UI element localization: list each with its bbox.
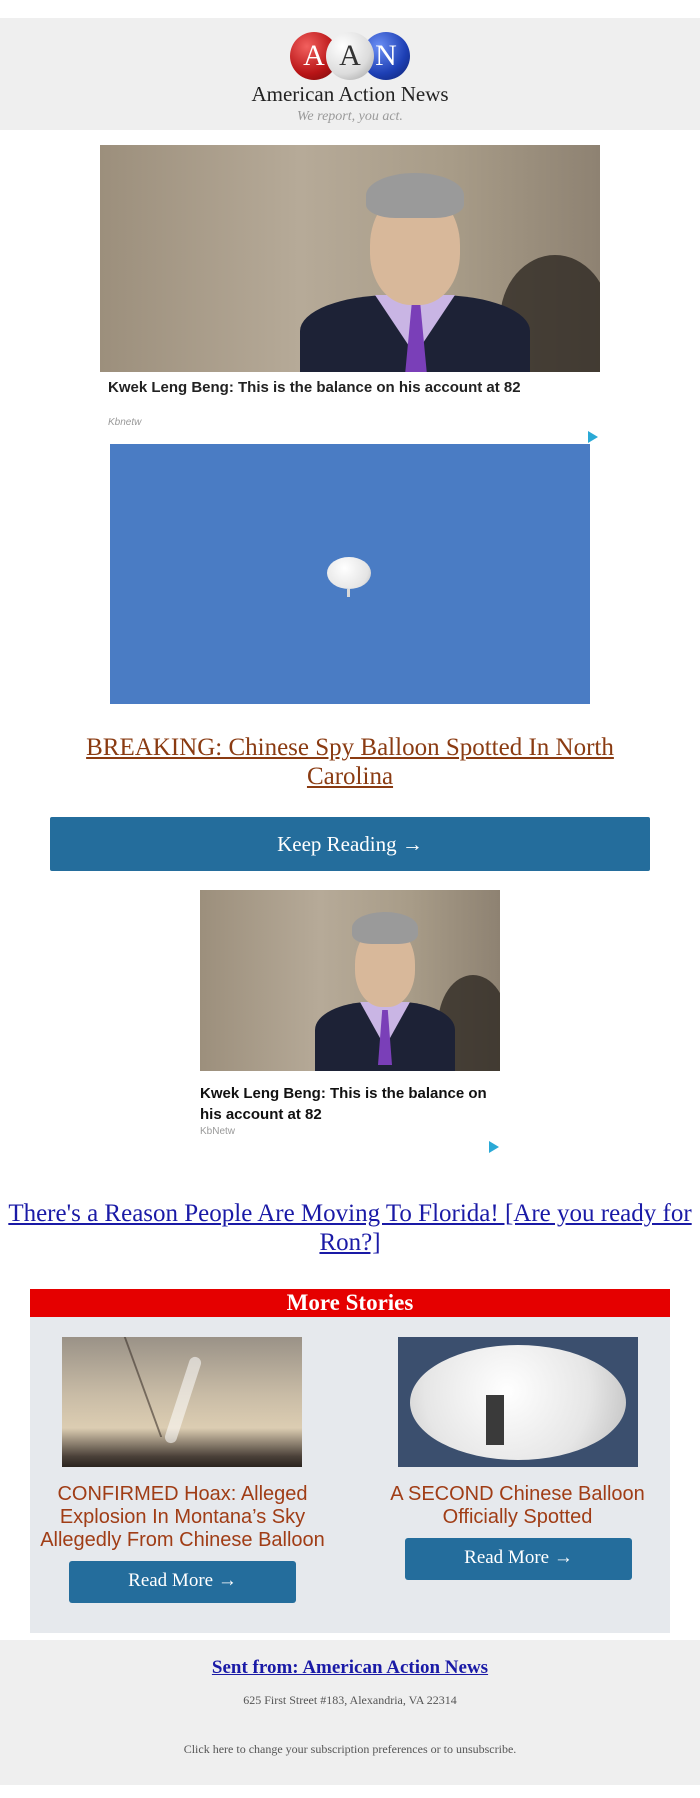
brand-name: American Action News xyxy=(251,82,449,106)
balloon-image[interactable] xyxy=(110,444,590,704)
mid-ad-caption[interactable]: Kwek Leng Beng: This is the balance on his account at 82 xyxy=(200,1085,487,1123)
logo-a-ball-2: A xyxy=(326,32,374,80)
email-header xyxy=(0,18,700,130)
email-footer xyxy=(0,1640,700,1785)
article-headline-link[interactable]: BREAKING: Chinese Spy Balloon Spotted In North Carolina xyxy=(86,734,614,790)
more-stories-panel xyxy=(30,1317,670,1633)
read-more-button-1[interactable]: Read More → xyxy=(69,1561,296,1603)
tagline: We report, you act. xyxy=(297,109,403,124)
story-title-second-balloon[interactable]: A SECOND Chinese Balloon Officially Spotted xyxy=(390,1483,645,1528)
story-title-explosion[interactable]: CONFIRMED Hoax: Alleged Explosion In Montana’s Sky Allegedly From Chinese Balloon xyxy=(40,1483,325,1551)
story-image-explosion[interactable] xyxy=(62,1337,302,1467)
read-more-button-2[interactable]: Read More → xyxy=(405,1538,632,1580)
mid-ad-image[interactable] xyxy=(200,890,500,1071)
story-image-second-balloon[interactable] xyxy=(398,1337,638,1467)
logo-n-ball: N xyxy=(362,32,410,80)
sent-from-link[interactable]: Sent from: American Action News xyxy=(211,1657,489,1678)
florida-promo-link[interactable]: There's a Reason People Are Moving To Florida! [Are you ready for Ron?] xyxy=(8,1200,692,1256)
unsubscribe-link[interactable]: Click here to change your subscription preferences or to unsubscribe. xyxy=(183,1742,517,1756)
more-stories-heading: More Stories xyxy=(30,1289,670,1317)
mid-ad-source: KbNetw xyxy=(200,1126,236,1137)
keep-reading-button[interactable]: Keep Reading → xyxy=(50,817,650,871)
footer-address: 625 First Street #183, Alexandria, VA 22314 xyxy=(243,1693,457,1707)
adchoices-icon-2[interactable] xyxy=(489,1141,499,1153)
logo-a-ball: A xyxy=(290,32,338,80)
top-ad-caption[interactable]: Kwek Leng Beng: This is the balance on his account at 82 xyxy=(108,379,521,396)
top-ad-image[interactable] xyxy=(100,145,600,372)
adchoices-icon[interactable] xyxy=(588,431,598,443)
top-ad-source: Kbnetw xyxy=(108,417,142,428)
